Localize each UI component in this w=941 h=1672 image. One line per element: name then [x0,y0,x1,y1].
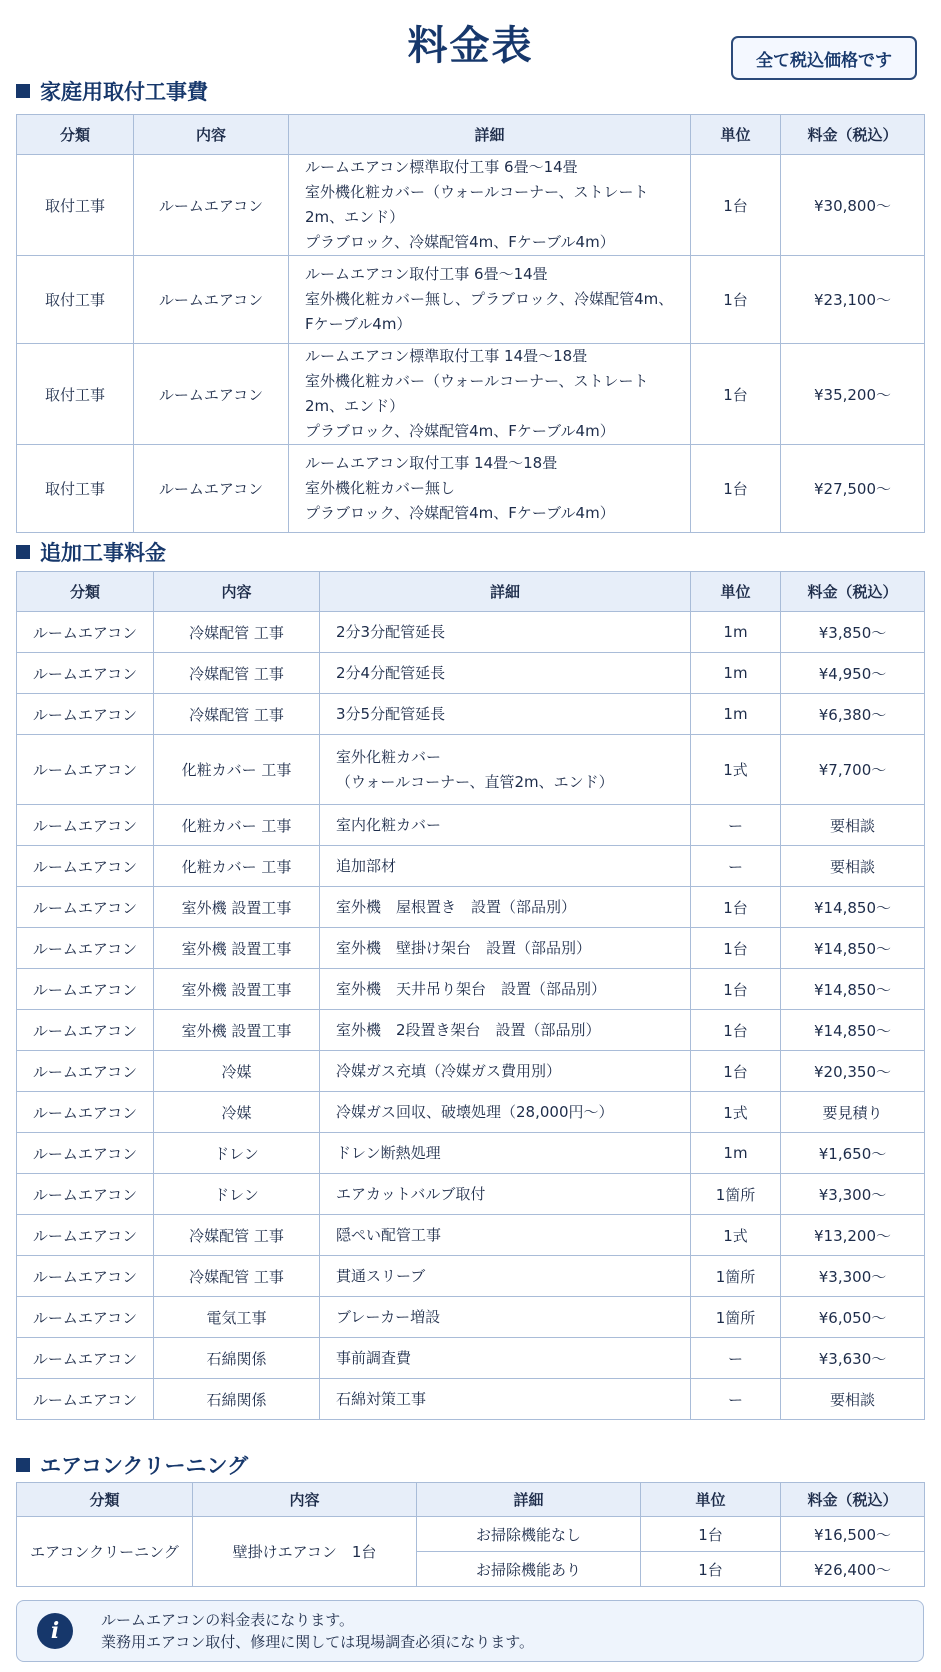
table-row [17,155,925,256]
table-row [17,256,925,344]
cell-category: ルームエアコン [17,735,154,805]
cell-unit: ー [691,1379,781,1420]
detail-line: 室外機 壁掛け架台 設置（部品別） [336,938,592,957]
column-header-category: 分類 [17,572,154,612]
cell-content: ドレン [154,1174,320,1215]
detail-line: ルームエアコン取付工事 6畳～14畳 [305,265,548,283]
cell-detail [320,887,691,928]
table-row [17,445,925,533]
cell-detail: お掃除機能なし [417,1517,641,1552]
detail-line: 貫通スリーブ [336,1266,426,1285]
cell-category: ルームエアコン [17,1297,154,1338]
table-row [17,969,925,1010]
cell-category: 取付工事 [17,344,134,445]
cell-category: ルームエアコン [17,928,154,969]
cell-content: 石綿関係 [154,1338,320,1379]
cell-unit: 1台 [641,1552,781,1587]
cell-price: ¥14,850～ [781,928,925,969]
cell-category: 取付工事 [17,256,134,344]
column-header-content: 内容 [193,1483,417,1517]
cell-unit: 1台 [691,155,781,256]
detail-line: 室内化粧カバー [336,815,442,834]
detail-line: 事前調査費 [336,1348,412,1367]
cell-price: ¥1,650～ [781,1133,925,1174]
cell-detail [320,1379,691,1420]
cell-price: ¥3,300～ [781,1256,925,1297]
cell-unit: 1台 [691,1010,781,1051]
cell-price: ¥14,850～ [781,1010,925,1051]
cell-content: 室外機 設置工事 [154,969,320,1010]
cell-price: ¥4,950～ [781,653,925,694]
cell-price: ¥3,300～ [781,1174,925,1215]
cell-content: 石綿関係 [154,1379,320,1420]
detail-line: 2分3分配管延長 [336,622,446,641]
table-row [17,1092,925,1133]
cell-price: ¥6,380～ [781,694,925,735]
section-heading-text: 追加工事料金 [40,541,166,565]
cell-content: 冷媒配管 工事 [154,612,320,653]
cell-detail [320,805,691,846]
cell-category: ルームエアコン [17,1092,154,1133]
detail-line: 室外機化粧カバー無し、プラブロック、冷媒配管4m、 [305,290,674,308]
section-heading-installation [16,76,208,106]
table-row [17,694,925,735]
cell-category: ルームエアコン [17,1010,154,1051]
cell-price: ¥3,630～ [781,1338,925,1379]
cell-price: ¥27,500～ [781,445,925,533]
cell-price: ¥7,700～ [781,735,925,805]
cell-content: 冷媒 [154,1051,320,1092]
cell-category: ルームエアコン [17,1215,154,1256]
cell-detail [320,1051,691,1092]
cell-price: ¥20,350～ [781,1051,925,1092]
table-row [17,1379,925,1420]
cell-content: 室外機 設置工事 [154,887,320,928]
section-heading-additional [16,537,166,567]
cell-detail [320,1256,691,1297]
cell-content: 壁掛けエアコン 1台 [193,1517,417,1587]
cell-unit: 1箇所 [691,1174,781,1215]
detail-line: 室外機 屋根置き 設置（部品別） [336,897,577,916]
table-row [17,653,925,694]
detail-line: プラブロック、冷媒配管4m、Fケーブル4m） [305,233,615,251]
detail-line: 室外機 2段置き架台 設置（部品別） [336,1020,601,1039]
cell-category: ルームエアコン [17,612,154,653]
column-header-category: 分類 [17,115,134,155]
detail-line: 2分4分配管延長 [336,663,446,682]
cell-price: ¥16,500～ [781,1517,925,1552]
detail-line: 室外機化粧カバー（ウォールコーナー、ストレート2m、エンド） [305,372,649,415]
cell-unit: 1台 [691,344,781,445]
cell-content: ルームエアコン [134,344,289,445]
column-header-detail: 詳細 [320,572,691,612]
cell-unit: 1式 [691,1215,781,1256]
info-line: ルームエアコンの料金表になります。 [101,1611,355,1629]
cell-detail [289,256,691,344]
cell-content: ドレン [154,1133,320,1174]
detail-line: Fケーブル4m） [305,315,412,333]
cell-unit: ー [691,846,781,887]
cell-price: ¥14,850～ [781,887,925,928]
cell-category: ルームエアコン [17,1133,154,1174]
cell-content: 化粧カバー 工事 [154,846,320,887]
cell-content: 電気工事 [154,1297,320,1338]
column-header-price: 料金（税込） [781,572,925,612]
detail-line: ルームエアコン標準取付工事 14畳～18畳 [305,347,588,365]
cell-content: 室外機 設置工事 [154,928,320,969]
column-header-price: 料金（税込） [781,1483,925,1517]
cell-detail [320,612,691,653]
cell-price: ¥6,050～ [781,1297,925,1338]
heading-square-icon [16,545,30,559]
cell-detail [320,1092,691,1133]
cell-content: 冷媒 [154,1092,320,1133]
cell-unit: 1台 [641,1517,781,1552]
table-row [17,846,925,887]
cell-category: エアコンクリーニング [17,1517,193,1587]
cell-unit: ー [691,1338,781,1379]
cell-price: ¥30,800～ [781,155,925,256]
detail-line: 石綿対策工事 [336,1389,427,1408]
table-row [17,1215,925,1256]
table-row [17,344,925,445]
cell-unit: 1m [691,653,781,694]
cell-unit: 1m [691,694,781,735]
cell-category: ルームエアコン [17,805,154,846]
cell-category: ルームエアコン [17,846,154,887]
detail-line: 室外機化粧カバー（ウォールコーナー、ストレート2m、エンド） [305,183,649,226]
cleaning-table [16,1482,925,1587]
cell-unit: 1台 [691,445,781,533]
info-line: 業務用エアコン取付、修理に関しては現場調査必須になります。 [101,1633,535,1651]
cell-category: ルームエアコン [17,653,154,694]
column-header-price: 料金（税込） [781,115,925,155]
installation-fee-table [16,114,925,533]
table-row [17,1051,925,1092]
detail-line: エアカットバルブ取付 [336,1184,486,1203]
cell-price: ¥3,850～ [781,612,925,653]
table-row [17,1133,925,1174]
table-row [17,1256,925,1297]
cell-detail [320,1010,691,1051]
cell-detail [320,969,691,1010]
cell-unit: 1式 [691,735,781,805]
info-text [101,1609,534,1653]
additional-work-table [16,571,925,1420]
detail-line: プラブロック、冷媒配管4m、Fケーブル4m） [305,422,615,440]
column-header-detail: 詳細 [417,1483,641,1517]
detail-line: 室外機 天井吊り架台 設置（部品別） [336,979,607,998]
cell-content: 化粧カバー 工事 [154,805,320,846]
cell-unit: 1箇所 [691,1297,781,1338]
cell-category: 取付工事 [17,445,134,533]
cell-category: ルームエアコン [17,1256,154,1297]
page-title: 料金表 [407,23,534,69]
cell-price: 要見積り [781,1092,925,1133]
detail-line: 冷媒ガス回収、破壊処理（28,000円～） [336,1102,614,1121]
section-heading-text: 家庭用取付工事費 [40,80,208,104]
detail-line: 追加部材 [336,856,397,875]
cell-detail [320,1133,691,1174]
cell-content: ルームエアコン [134,155,289,256]
detail-line: ルームエアコン取付工事 14畳～18畳 [305,454,558,472]
section-heading-text: エアコンクリーニング [40,1454,249,1478]
column-header-unit: 単位 [691,572,781,612]
cell-content: 化粧カバー 工事 [154,735,320,805]
info-icon: i [37,1613,73,1649]
cell-unit: 1式 [691,1092,781,1133]
cell-detail [320,1174,691,1215]
heading-square-icon [16,1458,30,1472]
cell-detail [320,694,691,735]
cell-price: ¥23,100～ [781,256,925,344]
cell-detail: お掃除機能あり [417,1552,641,1587]
cell-unit: 1台 [691,969,781,1010]
cell-content: ルームエアコン [134,445,289,533]
table-row [17,887,925,928]
column-header-category: 分類 [17,1483,193,1517]
cell-detail [320,1338,691,1379]
cell-price: 要相談 [781,1379,925,1420]
tax-included-badge: 全て税込価格です [731,36,917,80]
cell-detail [289,155,691,256]
cell-price: ¥35,200～ [781,344,925,445]
cell-category: 取付工事 [17,155,134,256]
cell-unit: 1台 [691,256,781,344]
cell-detail [320,846,691,887]
cell-detail [320,1215,691,1256]
cell-content: ルームエアコン [134,256,289,344]
cell-category: ルームエアコン [17,1174,154,1215]
detail-line: ドレン断熱処理 [336,1143,441,1162]
cell-unit: 1台 [691,1051,781,1092]
cell-category: ルームエアコン [17,1051,154,1092]
detail-line: ルームエアコン標準取付工事 6畳～14畳 [305,158,578,176]
cell-category: ルームエアコン [17,1379,154,1420]
cell-detail [320,1297,691,1338]
column-header-content: 内容 [134,115,289,155]
cell-category: ルームエアコン [17,969,154,1010]
cell-price: ¥14,850～ [781,969,925,1010]
detail-line: 室外化粧カバー [336,747,442,766]
cell-unit: 1m [691,612,781,653]
table-row [17,805,925,846]
cell-unit: 1台 [691,928,781,969]
cell-category: ルームエアコン [17,1338,154,1379]
cell-unit: 1箇所 [691,1256,781,1297]
table-row [17,1297,925,1338]
cell-price: 要相談 [781,846,925,887]
cell-price: 要相談 [781,805,925,846]
section-heading-cleaning [16,1450,248,1480]
table-row [17,1174,925,1215]
detail-line: 隠ぺい配管工事 [336,1225,442,1244]
column-header-content: 内容 [154,572,320,612]
table-row [17,928,925,969]
cell-detail [320,928,691,969]
detail-line: 3分5分配管延長 [336,704,446,723]
cell-content: 室外機 設置工事 [154,1010,320,1051]
table-row [17,1010,925,1051]
cell-unit: ー [691,805,781,846]
info-notice [16,1600,924,1662]
cell-detail [320,735,691,805]
detail-line: プラブロック、冷媒配管4m、Fケーブル4m） [305,504,615,522]
column-header-detail: 詳細 [289,115,691,155]
cell-category: ルームエアコン [17,887,154,928]
cell-detail [289,445,691,533]
column-header-unit: 単位 [691,115,781,155]
cell-price: ¥13,200～ [781,1215,925,1256]
cell-detail [320,653,691,694]
detail-line: ブレーカー増設 [336,1307,441,1326]
cell-unit: 1m [691,1133,781,1174]
table-row [17,735,925,805]
column-header-unit: 単位 [641,1483,781,1517]
cell-detail [289,344,691,445]
cell-price: ¥26,400～ [781,1552,925,1587]
table-row [17,1517,925,1552]
cell-unit: 1台 [691,887,781,928]
cell-content: 冷媒配管 工事 [154,1215,320,1256]
detail-line: 冷媒ガス充填（冷媒ガス費用別） [336,1061,562,1080]
table-row [17,1338,925,1379]
cell-content: 冷媒配管 工事 [154,694,320,735]
cell-content: 冷媒配管 工事 [154,1256,320,1297]
cell-category: ルームエアコン [17,694,154,735]
detail-line: 室外機化粧カバー無し [305,479,456,497]
detail-line: （ウォールコーナー、直管2m、エンド） [336,772,614,791]
cell-content: 冷媒配管 工事 [154,653,320,694]
table-row [17,612,925,653]
heading-square-icon [16,84,30,98]
